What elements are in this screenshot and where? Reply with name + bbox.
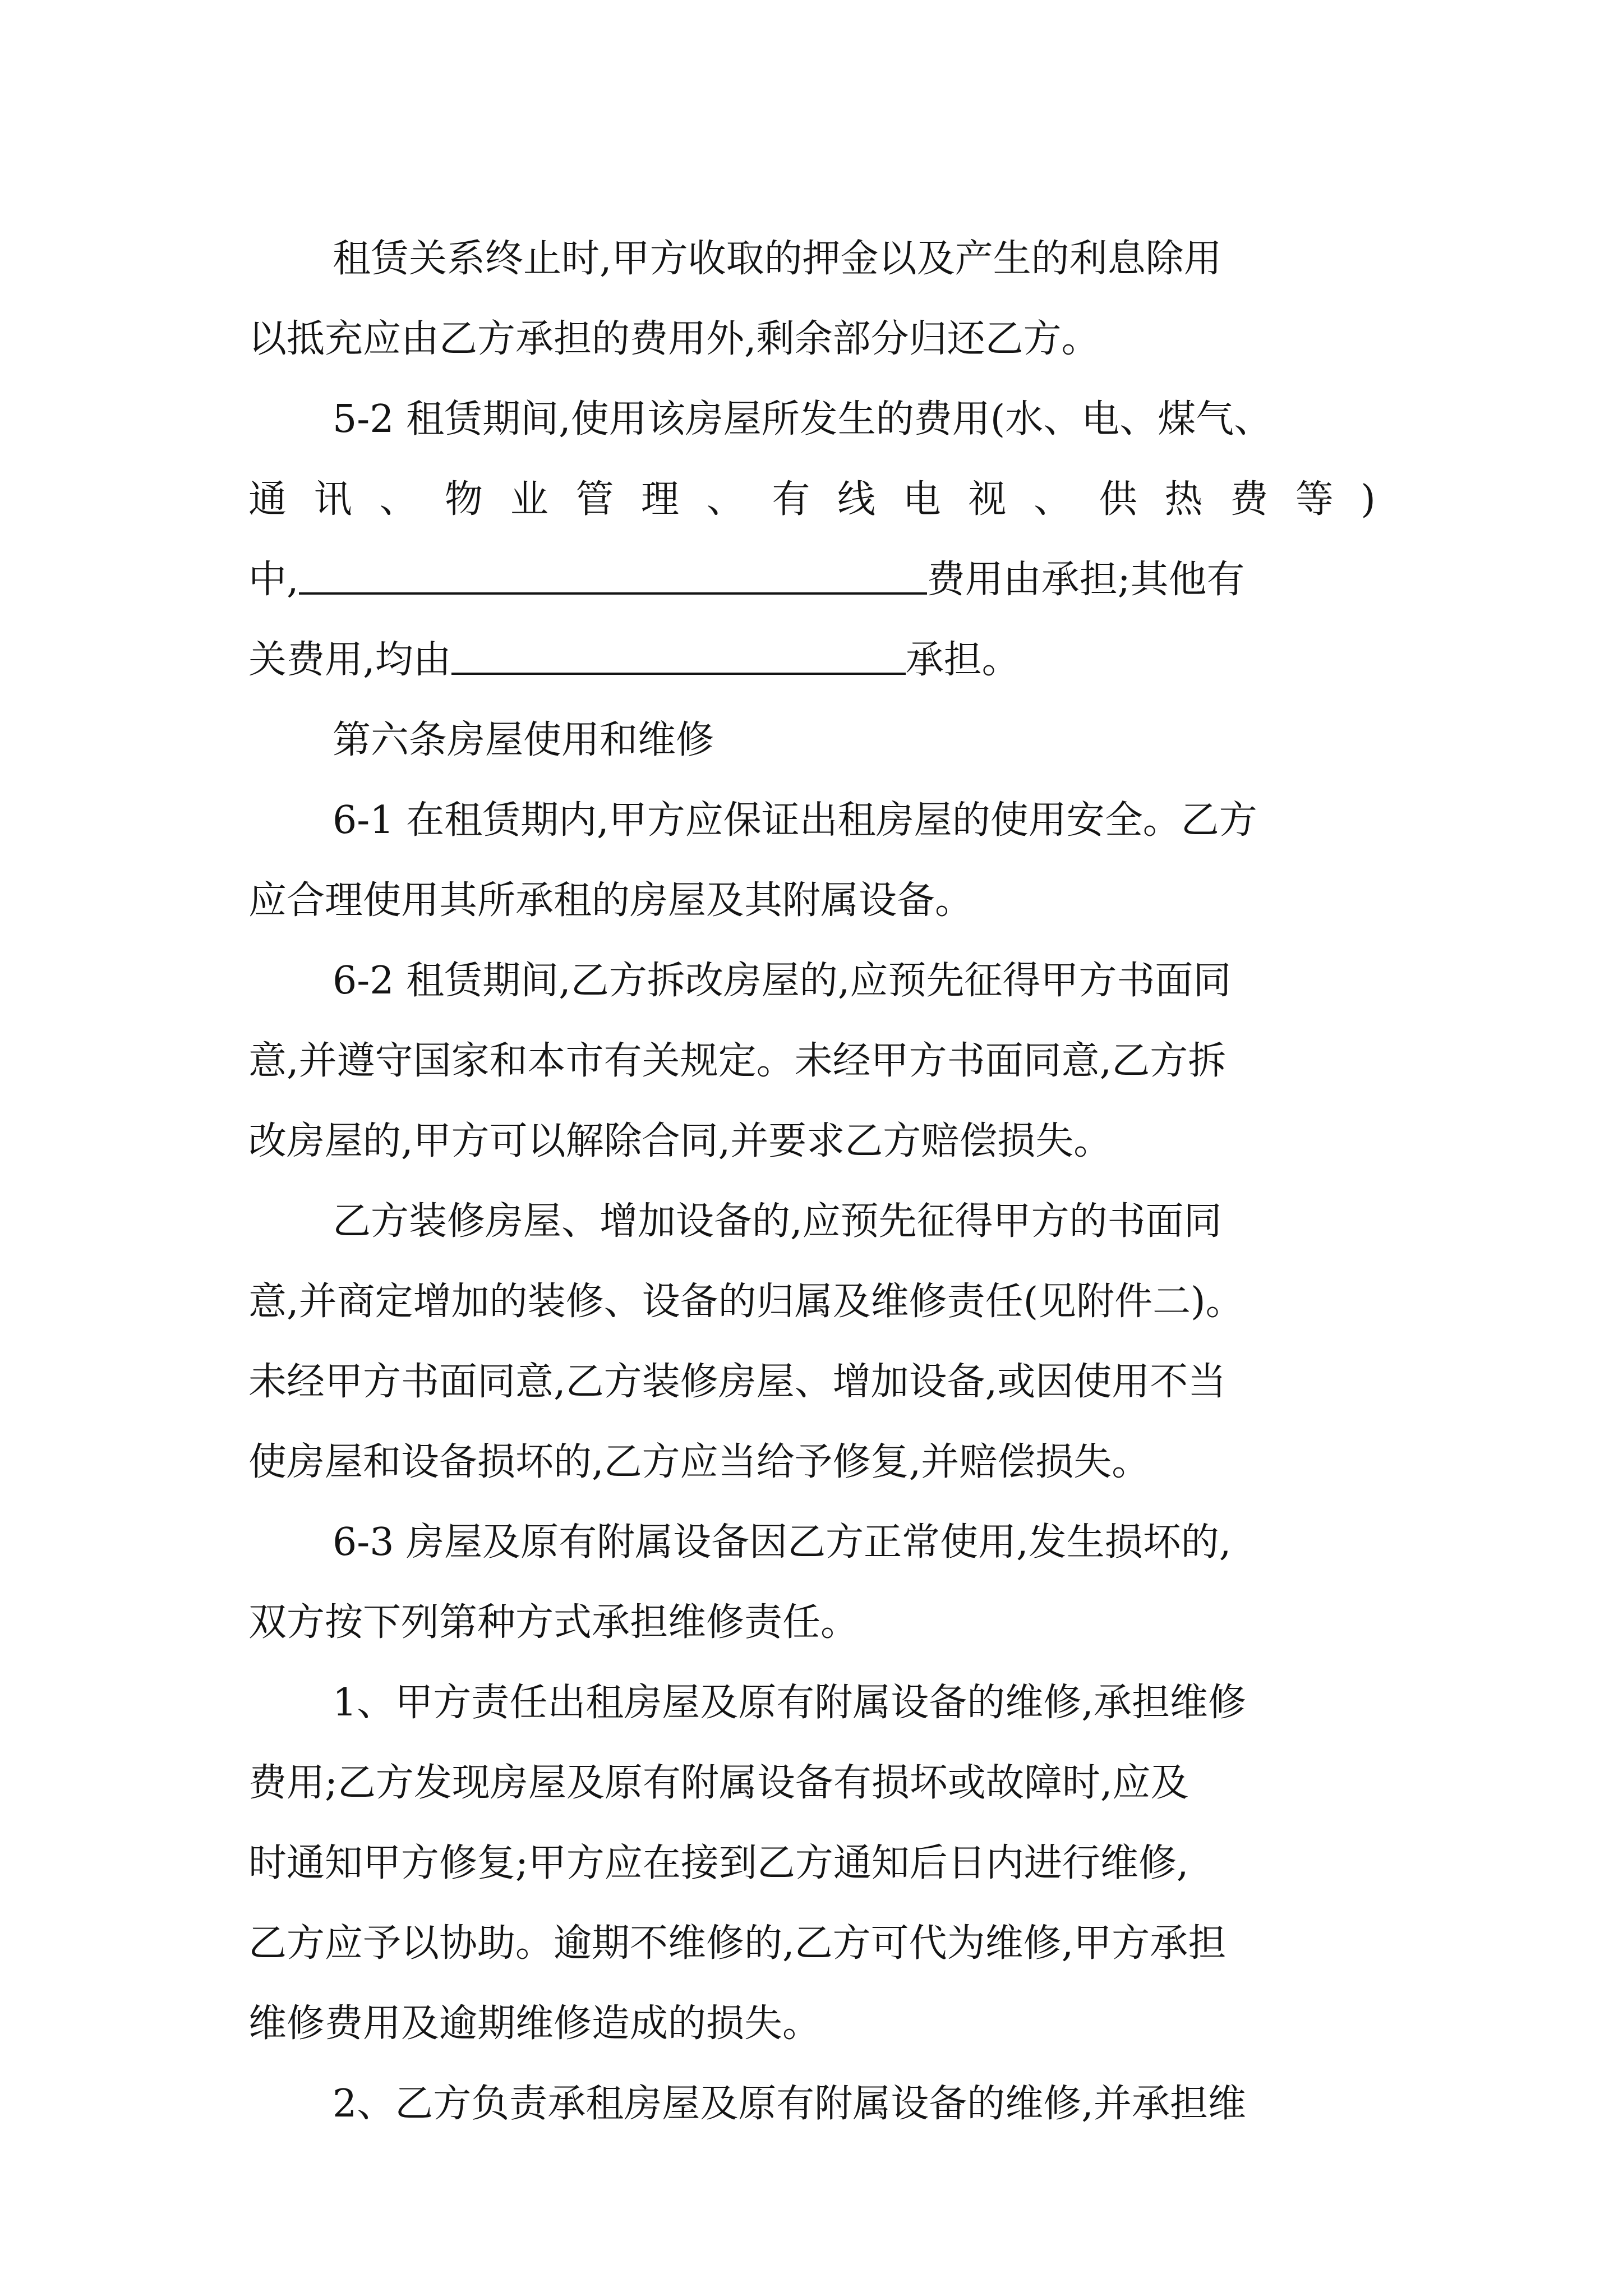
- spaced-character: ): [1361, 477, 1376, 522]
- text-line: 以抵充应由乙方承担的费用外,剩余部分归还乙方。: [248, 317, 1100, 361]
- text-line: 维修费用及逾期维修造成的损失。: [248, 2001, 821, 2046]
- fill-in-blank-line: [451, 636, 906, 675]
- text-line: 6-2 租赁期间,乙方拆改房屋的,应预先征得甲方书面同: [333, 959, 1232, 1003]
- spaced-character: 业: [510, 477, 548, 522]
- spaced-character: 费: [1230, 477, 1269, 522]
- spaced-character: 通: [248, 477, 287, 522]
- section-heading: 第六条房屋使用和维修: [333, 718, 714, 762]
- text-fragment: 费用由承担;其他有: [926, 558, 1245, 602]
- spaced-character: 物: [445, 477, 483, 522]
- text-line: 5-2 租赁期间,使用该房屋所发生的费用(水、电、煤气、: [333, 397, 1272, 441]
- spaced-character: 、: [379, 477, 418, 522]
- text-fragment: 关费用,均由: [248, 638, 451, 682]
- document-body: [248, 219, 1376, 2144]
- text-line-with-blank: [248, 620, 1376, 700]
- justified-text-line: [248, 459, 1376, 540]
- spaced-character: 理: [641, 477, 680, 522]
- spaced-character: 、: [706, 477, 745, 522]
- spaced-character: 讯: [313, 477, 352, 522]
- text-line-with-blank: [248, 540, 1376, 620]
- spaced-character: 线: [837, 477, 876, 522]
- text-line: 1、甲方责任出租房屋及原有附属设备的维修,承担维修: [333, 1681, 1246, 1725]
- spaced-character: 有: [772, 477, 810, 522]
- text-line: 2、乙方负责承租房屋及原有附属设备的维修,并承担维: [333, 2082, 1246, 2126]
- text-line: 乙方装修房屋、增加设备的,应预先征得甲方的书面同: [333, 1199, 1222, 1244]
- text-fragment: 承担。: [905, 638, 1020, 682]
- text-fragment: 中,: [248, 558, 299, 602]
- spaced-character: 管: [575, 477, 614, 522]
- spaced-character: 视: [968, 477, 1007, 522]
- text-line: 租赁关系终止时,甲方收取的押金以及产生的利息除用: [333, 237, 1222, 281]
- text-line: 6-1 在租赁期内,甲方应保证出租房屋的使用安全。乙方: [333, 798, 1257, 843]
- text-line: 乙方应予以协助。逾期不维修的,乙方可代为维修,甲方承担: [248, 1921, 1227, 1966]
- text-line: 未经甲方书面同意,乙方装修房屋、增加设备,或因使用不当: [248, 1360, 1227, 1404]
- fill-in-blank-line: [299, 555, 927, 595]
- text-line: 6-3 房屋及原有附属设备因乙方正常使用,发生损坏的,: [333, 1520, 1232, 1565]
- text-line: 费用;乙方发现房屋及原有附属设备有损坏或故障时,应及: [248, 1761, 1189, 1805]
- spaced-character: 电: [902, 477, 941, 522]
- spaced-character: 、: [1034, 477, 1072, 522]
- spaced-character: 等: [1295, 477, 1334, 522]
- text-line: 意,并商定增加的装修、设备的归属及维修责任(见附件二)。: [248, 1280, 1244, 1324]
- text-line: 时通知甲方修复;甲方应在接到乙方通知后日内进行维修,: [248, 1841, 1189, 1885]
- text-line: 使房屋和设备损坏的,乙方应当给予修复,并赔偿损失。: [248, 1440, 1150, 1484]
- text-line: 改房屋的,甲方可以解除合同,并要求乙方赔偿损失。: [248, 1119, 1112, 1163]
- spaced-character: 热: [1164, 477, 1203, 522]
- text-line: 双方按下列第种方式承担维修责任。: [248, 1600, 859, 1645]
- spaced-character: 供: [1099, 477, 1137, 522]
- text-line: 意,并遵守国家和本市有关规定。未经甲方书面同意,乙方拆: [248, 1039, 1227, 1083]
- text-line: 应合理使用其所承租的房屋及其附属设备。: [248, 878, 974, 923]
